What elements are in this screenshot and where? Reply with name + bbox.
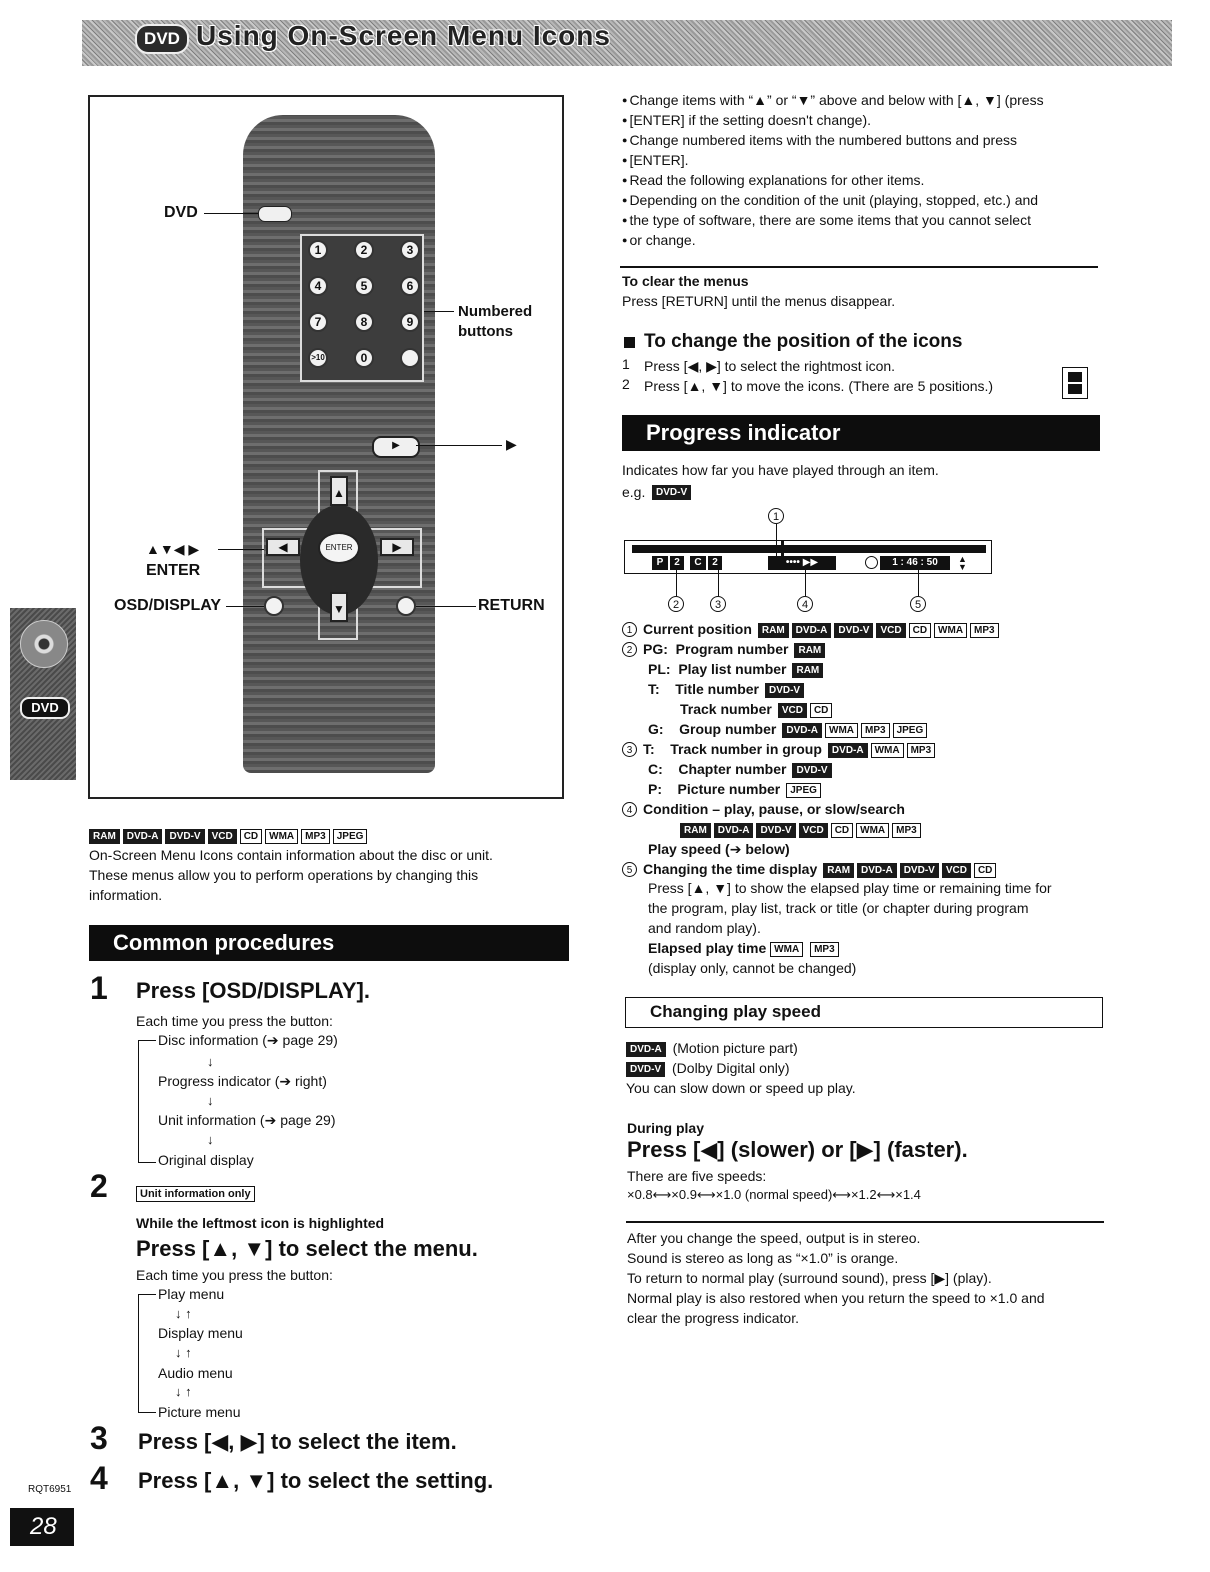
speed-line-2	[626, 1058, 790, 1078]
number-button-2: 2	[354, 240, 374, 260]
progress-item	[648, 719, 930, 739]
arrow-right-button: ▶	[380, 538, 414, 556]
speed-badge-1: DVD-A	[626, 1042, 666, 1057]
badge-ram: RAM	[680, 823, 711, 838]
speed-title: Press [◀] (slower) or [▶] (faster).	[627, 1137, 968, 1162]
number-button-5: 5	[354, 276, 374, 296]
eg-badge: DVD-V	[652, 485, 691, 500]
step-3-number: 3	[90, 1420, 108, 1456]
badge-mp3: MP3	[970, 623, 999, 638]
number-button-4: 4	[308, 276, 328, 296]
leader-return	[416, 606, 476, 607]
number-button-1: 1	[308, 240, 328, 260]
time-text-2: the program, play list, track or title (or chapter during program	[648, 900, 1029, 916]
progress-item-label: P: Picture number	[648, 781, 781, 797]
elapsed-play-time	[648, 938, 842, 958]
leader-play	[416, 445, 502, 446]
enter-button: ENTER	[318, 532, 360, 564]
callout-number: 1	[622, 622, 637, 637]
number-button-8: 8	[354, 312, 374, 332]
up-down-arrows-icon: ↓ ↑	[175, 1384, 192, 1399]
step-2-sub: While the leftmost icon is highlighted	[136, 1215, 385, 1231]
badge-vcd: VCD	[876, 623, 905, 638]
badge-ram: RAM	[758, 623, 789, 638]
callout-number: 3	[622, 742, 637, 757]
intro-line-1: On-Screen Menu Icons contain information about the disc or unit.	[89, 847, 493, 863]
step-3-title: Press [◀, ▶] to select the item.	[138, 1429, 457, 1454]
disc-icon	[20, 620, 68, 668]
badge-vcd: VCD	[942, 863, 971, 878]
badge-wma: WMA	[825, 723, 858, 738]
progress-item-label: Changing the time display	[643, 861, 818, 877]
step-2-lead: Each time you press the button:	[136, 1267, 333, 1283]
elapsed-badge-mp3: MP3	[810, 942, 839, 957]
step-2-title: Press [▲, ▼] to select the menu.	[136, 1236, 478, 1261]
progress-track	[632, 545, 986, 553]
callout-3-line	[718, 570, 719, 596]
cycle-1-item-2: Progress indicator (➔ right)	[158, 1073, 327, 1089]
callout-5: 5	[910, 596, 926, 612]
step-4-title: Press [▲, ▼] to select the setting.	[138, 1468, 494, 1493]
clear-menus-text: Press [RETURN] until the menus disappear.	[622, 293, 896, 309]
progress-item-label: PG: Program number	[643, 641, 789, 657]
intro-badges	[89, 827, 370, 845]
callout-1-line	[776, 524, 777, 556]
progress-item-label: G: Group number	[648, 721, 777, 737]
up-down-arrows-icon: ↓ ↑	[175, 1306, 192, 1321]
number-button-9: 9	[400, 312, 420, 332]
badge-dvd-v: DVD-V	[756, 823, 795, 838]
number-button-3: 3	[400, 240, 420, 260]
after-1: After you change the speed, output is in stereo.	[627, 1230, 921, 1246]
progress-item-label: Condition – play, pause, or slow/search	[643, 801, 905, 817]
callout-2-line	[676, 570, 677, 596]
play-button: ▶	[372, 436, 420, 458]
note-4-cont: ● the type of software, there are some items that you cannot select	[622, 210, 1112, 230]
badge-cd: CD	[974, 863, 996, 878]
position-step-1-num: 1	[622, 356, 630, 372]
progress-eg: e.g.	[622, 484, 646, 500]
step-1-number: 1	[90, 970, 108, 1006]
down-arrow-icon: ↓	[207, 1093, 214, 1108]
page-title: Using On-Screen Menu Icons	[196, 20, 611, 51]
badge-dvd-a: DVD-A	[123, 829, 163, 844]
label-dvd: DVD	[164, 204, 198, 221]
progress-item-label: Track number	[680, 701, 772, 717]
progress-item	[622, 619, 1002, 639]
after-3: To return to normal play (surround sound), press [▶] (play).	[627, 1270, 992, 1286]
badge-cd: CD	[810, 703, 832, 718]
badge-jpeg: JPEG	[333, 829, 368, 844]
progress-item-label: Play speed (➔ below)	[648, 841, 790, 857]
five-speeds: There are five speeds:	[627, 1168, 767, 1184]
callout-3: 3	[710, 596, 726, 612]
cycle-2-bottom	[138, 1412, 156, 1413]
during-play: During play	[627, 1120, 705, 1136]
time-display: 1 : 46 : 50	[880, 556, 950, 570]
cycle-2-item-4: Picture menu	[158, 1404, 241, 1420]
note-1: ● Change items with “▲” or “▼” above and below with [▲, ▼] (press	[622, 90, 1112, 110]
progress-item-label: Current position	[643, 621, 752, 637]
note-2-cont: ● [ENTER].	[622, 150, 1112, 170]
clear-menus-title: To clear the menus	[622, 273, 749, 289]
number-button-10: >10	[308, 348, 328, 368]
elapsed-label: Elapsed play time	[648, 940, 767, 956]
page-number: 28	[10, 1508, 74, 1546]
note-4-cont-2: ● or change.	[622, 230, 1112, 250]
badge-wma: WMA	[871, 743, 904, 758]
down-arrow-icon: ↓	[207, 1132, 214, 1147]
time-text-3: and random play).	[648, 920, 761, 936]
cycle-1-line	[138, 1040, 139, 1162]
cycle-2-item-1: Play menu	[158, 1286, 225, 1302]
leader-dvd	[204, 213, 258, 214]
down-arrow-icon: ↓	[207, 1054, 214, 1069]
icon-position-icon	[1062, 367, 1088, 399]
document-code: RQT6951	[28, 1484, 72, 1495]
badge-mp3: MP3	[907, 743, 936, 758]
clock-icon	[865, 556, 878, 569]
speed-line-1-text: (Motion picture part)	[672, 1040, 798, 1056]
badge-ram: RAM	[823, 863, 854, 878]
badge-wma: WMA	[856, 823, 889, 838]
after-5: clear the progress indicator.	[627, 1310, 799, 1326]
progress-item-label: C: Chapter number	[648, 761, 787, 777]
divider	[626, 1221, 1104, 1223]
badge-mp3: MP3	[861, 723, 890, 738]
arrow-up-button: ▲	[330, 476, 348, 506]
badge-dvd-a: DVD-A	[782, 723, 822, 738]
progress-item	[680, 819, 924, 839]
intro-line-3: information.	[89, 887, 163, 903]
badge-dvd-a: DVD-A	[857, 863, 897, 878]
step-1-lead: Each time you press the button:	[136, 1013, 333, 1029]
progress-item	[648, 679, 807, 699]
notes-list	[622, 90, 1112, 250]
osd-display-button	[264, 596, 284, 616]
step-2-tag: Unit information only	[136, 1186, 255, 1202]
progress-item	[648, 759, 835, 779]
label-play: ▶	[506, 436, 517, 452]
position-step-2: Press [▲, ▼] to move the icons. (There are 5 positions.)	[644, 378, 994, 394]
cycle-1-item-1: Disc information (➔ page 29)	[158, 1032, 338, 1048]
badge-dvd-v: DVD-V	[792, 763, 831, 778]
callout-4-line	[805, 570, 806, 596]
badge-cd: CD	[909, 623, 931, 638]
up-down-arrows-icon: ↓ ↑	[175, 1345, 192, 1360]
progress-item	[648, 779, 824, 799]
cycle-1-top	[138, 1040, 156, 1041]
progress-item-label: T: Title number	[648, 681, 759, 697]
cycle-1-item-3: Unit information (➔ page 29)	[158, 1112, 336, 1128]
progress-item	[622, 739, 938, 759]
badge-cd: CD	[240, 829, 262, 844]
up-down-icon: ▲ ▼	[958, 554, 967, 572]
note-2: ● Change numbered items with the numbered buttons and press	[622, 130, 1112, 150]
callout-number: 4	[622, 802, 637, 817]
cycle-2-item-3: Audio menu	[158, 1365, 233, 1381]
note-4: ● Depending on the condition of the unit (playing, stopped, etc.) and	[622, 190, 1112, 210]
cycle-1-bottom	[138, 1162, 156, 1163]
badge-mp3: MP3	[301, 829, 330, 844]
position-step-1: Press [◀, ▶] to select the rightmost icon.	[644, 358, 896, 374]
badge-mp3: MP3	[892, 823, 921, 838]
note-3: ● Read the following explanations for other items.	[622, 170, 1112, 190]
badge-wma: WMA	[265, 829, 298, 844]
badge-vcd: VCD	[799, 823, 828, 838]
program-number: 2	[670, 556, 684, 570]
badge-dvd-a: DVD-A	[828, 743, 868, 758]
square-bullet-icon	[624, 337, 635, 348]
cycle-2-item-2: Display menu	[158, 1325, 243, 1341]
speed-sequence: ×0.8⟷×0.9⟷×1.0 (normal speed)⟷×1.2⟷×1.4	[627, 1187, 921, 1202]
label-numbered-buttons: Numbered buttons	[458, 303, 533, 340]
dvd-badge: DVD	[135, 24, 189, 54]
progress-intro: Indicates how far you have played through an item.	[622, 462, 939, 478]
leader-numbered	[424, 311, 454, 312]
common-procedures-heading: Common procedures	[89, 925, 569, 961]
elapsed-note: (display only, cannot be changed)	[648, 960, 857, 976]
progress-item	[622, 859, 999, 879]
progress-item	[622, 799, 911, 819]
badge-wma: WMA	[934, 623, 967, 638]
arrow-down-button: ▼	[330, 592, 348, 622]
side-tab-label: DVD	[20, 697, 70, 719]
number-button-11: 0	[354, 348, 374, 368]
step-2-number: 2	[90, 1168, 108, 1204]
number-button-12	[400, 348, 420, 368]
changing-play-speed-heading: Changing play speed	[625, 997, 1103, 1028]
label-enter: ENTER	[146, 562, 201, 579]
progress-item-label: PL: Play list number	[648, 661, 787, 677]
intro-line-2: These menus allow you to perform operations by changing this	[89, 867, 479, 883]
label-arrows: ▲▼◀ ▶	[146, 541, 200, 557]
progress-item	[648, 839, 796, 859]
badge-vcd: VCD	[208, 829, 237, 844]
label-osd-display: OSD/DISPLAY	[114, 597, 221, 614]
time-text-1: Press [▲, ▼] to show the elapsed play time or remaining time for	[648, 880, 1052, 896]
badge-jpeg: JPEG	[893, 723, 928, 738]
badge-dvd-v: DVD-V	[834, 623, 873, 638]
dvd-button	[258, 206, 292, 222]
chapter-number: 2	[708, 556, 722, 570]
leader-arrows	[218, 549, 264, 550]
cycle-2-top	[138, 1294, 156, 1295]
position-title: To change the position of the icons	[644, 331, 963, 352]
after-2: Sound is stereo as long as “×1.0” is orange.	[627, 1250, 899, 1266]
badge-dvd-v: DVD-V	[765, 683, 804, 698]
step-1-title: Press [OSD/DISPLAY].	[136, 978, 370, 1003]
callout-number: 2	[622, 642, 637, 657]
badge-ram: RAM	[89, 829, 120, 844]
note-1-cont: ● [ENTER] if the setting doesn't change).	[622, 110, 1112, 130]
number-button-6: 6	[400, 276, 420, 296]
chapter-icon: C	[690, 556, 706, 570]
badge-ram: RAM	[792, 663, 823, 678]
callout-2: 2	[668, 596, 684, 612]
badge-jpeg: JPEG	[786, 783, 821, 798]
cycle-1-item-4: Original display	[158, 1152, 254, 1168]
badge-dvd-a: DVD-A	[792, 623, 832, 638]
speed-line-2-text: (Dolby Digital only)	[672, 1060, 790, 1076]
step-4-number: 4	[90, 1460, 108, 1496]
progress-item	[622, 639, 828, 659]
position-step-2-num: 2	[622, 376, 630, 392]
program-icon: P	[652, 556, 668, 570]
progress-indicator-heading: Progress indicator	[622, 415, 1100, 451]
callout-5-line	[918, 570, 919, 596]
progress-item	[680, 699, 835, 719]
badge-dvd-v: DVD-V	[165, 829, 204, 844]
after-4: Normal play is also restored when you return the speed to ×1.0 and	[627, 1290, 1045, 1306]
badge-cd: CD	[831, 823, 853, 838]
label-return: RETURN	[478, 597, 545, 614]
speed-line-1	[626, 1038, 798, 1058]
progress-item	[648, 659, 826, 679]
badge-ram: RAM	[794, 643, 825, 658]
callout-1: 1	[768, 508, 784, 524]
leader-osd	[226, 606, 264, 607]
divider	[620, 266, 1098, 268]
elapsed-badge-wma: WMA	[770, 942, 803, 957]
play-condition-icon: •••• ▶▶	[768, 556, 836, 570]
callout-number: 5	[622, 862, 637, 877]
badge-vcd: VCD	[778, 703, 807, 718]
return-button	[396, 596, 416, 616]
arrow-left-button: ◀	[266, 538, 300, 556]
speed-can: You can slow down or speed up play.	[626, 1080, 856, 1096]
speed-badge-2: DVD-V	[626, 1062, 665, 1077]
progress-item-label: T: Track number in group	[643, 741, 822, 757]
callout-4: 4	[797, 596, 813, 612]
cycle-2-line	[138, 1294, 139, 1412]
badge-dvd-a: DVD-A	[714, 823, 754, 838]
number-button-7: 7	[308, 312, 328, 332]
badge-dvd-v: DVD-V	[900, 863, 939, 878]
